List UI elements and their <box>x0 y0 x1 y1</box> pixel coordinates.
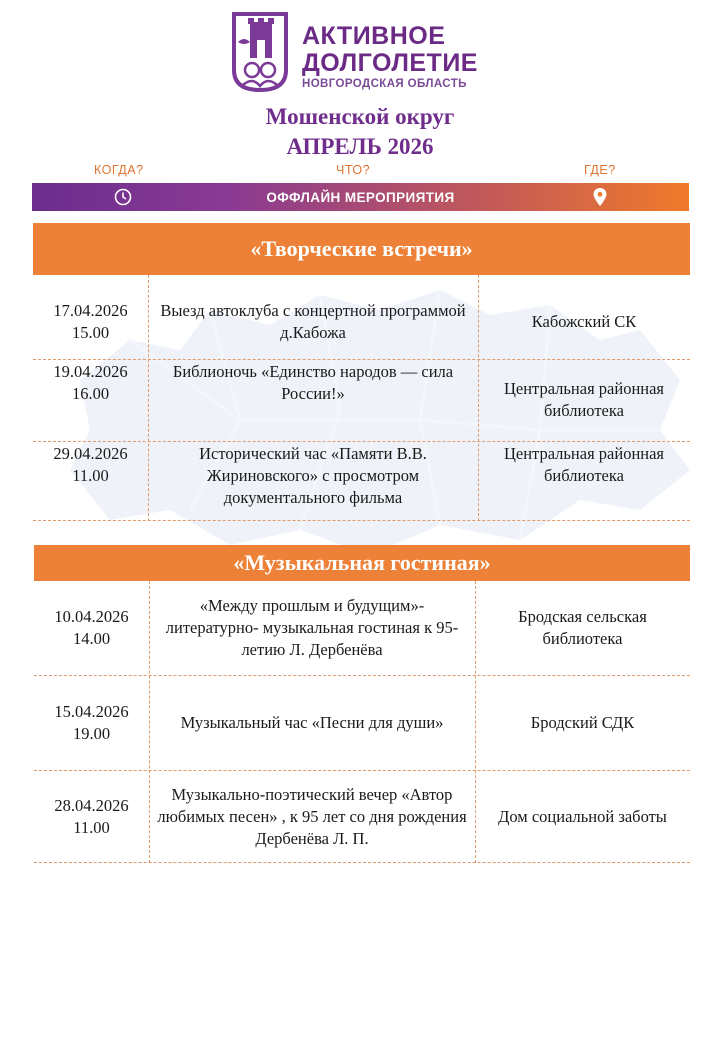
event-cell <box>148 359 478 441</box>
section-creative-meetings <box>33 223 690 521</box>
logo-line2: ДОЛГОЛЕТИЕ <box>302 49 478 77</box>
event-place: Кабожский СК <box>531 312 637 331</box>
event-date: 17.04.2026 <box>53 301 128 320</box>
location-pin-icon <box>592 187 608 207</box>
event-description: Выезд автоклуба с концертной программой д.Кабожа <box>160 301 466 342</box>
event-description: Музыкально-поэтический вечер «Автор любимых песен» , к 95 лет со дня рождения Дербенёва Л. П. <box>157 784 467 848</box>
event-description: Музыкальный час «Песни для души» <box>180 712 444 732</box>
event-time: 11.00 <box>73 817 110 837</box>
logo-line3: НОВГОРОДСКАЯ ОБЛАСТЬ <box>302 78 467 90</box>
event-date: 19.04.2026 <box>53 362 128 381</box>
place-cell <box>475 581 690 675</box>
event-time: 19.00 <box>72 723 111 743</box>
district-title: Мошенской округ <box>265 104 455 129</box>
place-cell <box>478 441 690 521</box>
event-cell <box>149 770 475 863</box>
table-row <box>33 359 690 441</box>
logo <box>230 10 500 96</box>
event-time: 16.00 <box>71 384 110 403</box>
place-cell <box>478 359 690 441</box>
month-title: АПРЕЛЬ 2026 <box>286 134 434 159</box>
event-cell <box>149 581 475 675</box>
banner-label: ОФФЛАЙН МЕРОПРИЯТИЯ <box>266 190 455 205</box>
offline-events-banner <box>32 183 689 211</box>
date-time-cell <box>34 675 149 770</box>
event-description: «Между прошлым и будущим»- литературно- музыкальная гостиная к 95-летию Л. Дербенёва <box>165 596 459 659</box>
date-time-cell <box>34 581 149 675</box>
event-date: 29.04.2026 <box>53 444 128 463</box>
event-time: 14.00 <box>72 629 111 648</box>
section-title: «Творческие встречи» <box>33 223 690 275</box>
event-cell <box>148 285 478 359</box>
question-what: ЧТО? <box>336 163 371 177</box>
date-time-cell <box>33 441 148 521</box>
event-date: 15.04.2026 <box>54 701 129 721</box>
question-where: ГДЕ? <box>584 163 616 177</box>
event-place: Центральная районная библиотека <box>503 379 665 420</box>
section-title: «Музыкальная гостиная» <box>34 545 690 581</box>
logo-line1: АКТИВНОЕ <box>302 22 446 50</box>
event-description: Библионочь «Единство народов — сила России!» <box>172 362 454 403</box>
section-music-lounge <box>34 545 690 863</box>
date-time-cell <box>33 359 148 441</box>
event-time: 15.00 <box>71 323 110 342</box>
place-cell <box>475 770 690 863</box>
event-place: Центральная районная библиотека <box>503 444 665 485</box>
question-when: КОГДА? <box>94 163 144 177</box>
event-date: 10.04.2026 <box>54 607 129 626</box>
place-cell <box>478 285 690 359</box>
table-row <box>33 441 690 521</box>
event-place: Бродская сельская библиотека <box>518 607 647 648</box>
event-place: Бродский СДК <box>530 712 635 732</box>
event-date: 28.04.2026 <box>54 795 129 815</box>
date-time-cell <box>33 285 148 359</box>
event-cell <box>149 675 475 770</box>
event-cell <box>148 441 478 521</box>
event-description: Исторический час «Памяти В.В. Жириновского» с просмотром документального фильма <box>199 444 427 507</box>
place-cell <box>475 675 690 770</box>
table-row <box>34 770 690 863</box>
table-row <box>34 675 690 770</box>
event-place: Дом социальной заботы <box>498 806 667 826</box>
table-row <box>34 581 690 675</box>
date-time-cell <box>34 770 149 863</box>
event-time: 11.00 <box>72 466 109 485</box>
logo-emblem-icon <box>230 12 290 92</box>
table-row <box>33 285 690 359</box>
